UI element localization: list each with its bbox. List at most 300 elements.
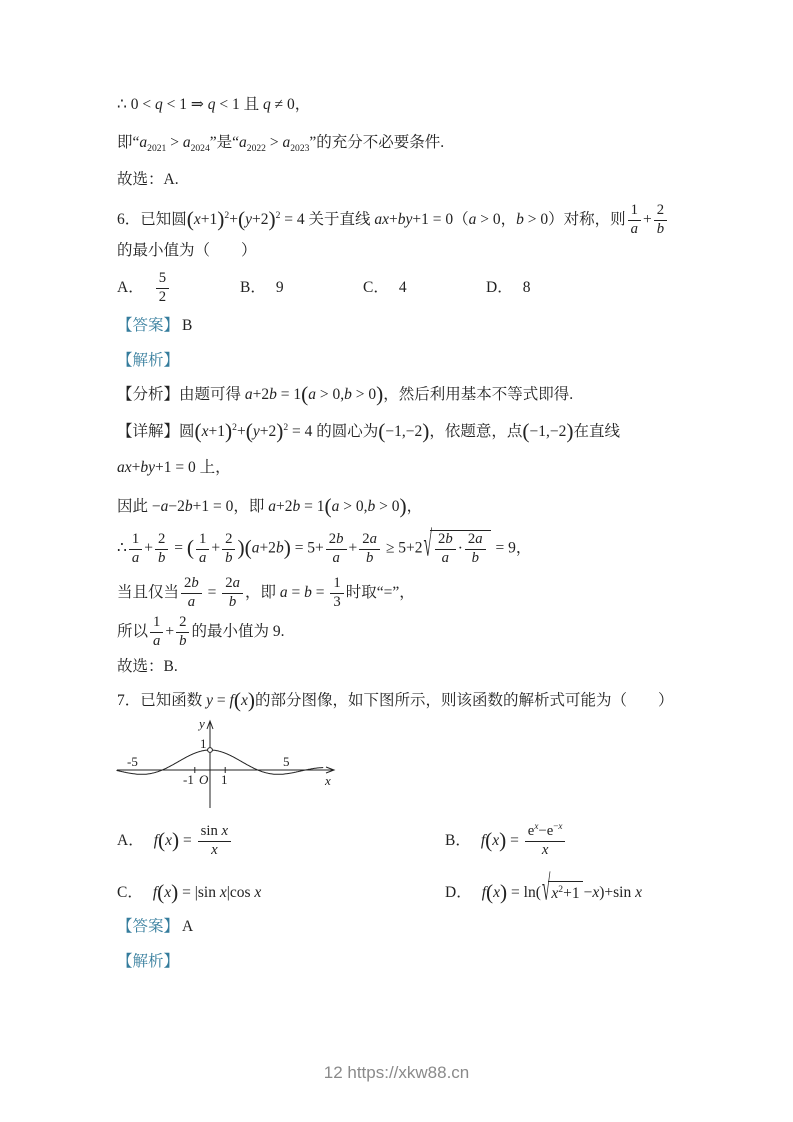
paren: ( (194, 418, 202, 443)
fraction (525, 821, 566, 859)
fraction (654, 203, 667, 238)
sqrt (423, 525, 490, 568)
math-var: b (365, 549, 374, 566)
math-var: b (656, 221, 665, 238)
math-text: ”是“ (209, 134, 240, 152)
paren: ) (237, 535, 245, 560)
math-text: 即“ (117, 134, 140, 152)
tick-label-minus1: -1 (183, 771, 194, 787)
math-text: 【分析】由题可得 (117, 386, 245, 404)
math-text: = 1 (300, 497, 325, 515)
fraction (176, 615, 189, 650)
math-var: b (471, 550, 479, 567)
denominator (359, 550, 380, 567)
fraction (435, 532, 456, 567)
math-text: 2 (224, 210, 230, 222)
math-var: x (165, 831, 173, 849)
math-var: x (492, 831, 500, 849)
paren: ) (225, 418, 233, 443)
numerator (222, 532, 235, 550)
math-var: ax (374, 211, 390, 229)
fraction (196, 532, 209, 567)
origin-label: O (199, 771, 209, 787)
denominator (654, 221, 667, 238)
math-text: ，即 (244, 583, 280, 601)
question6-answer-line (117, 315, 737, 337)
math-var: y (206, 692, 214, 710)
paren: ( (522, 418, 530, 443)
math-var: f (481, 884, 487, 902)
math-text: = (311, 583, 329, 601)
math-text: > 0, (316, 386, 345, 404)
math-text: = ln( (507, 884, 541, 902)
math-var: x (635, 884, 642, 902)
math-text: −2 (168, 497, 185, 515)
paren: ( (244, 535, 252, 560)
math-text: 2 (283, 421, 289, 433)
math-text: 3 (333, 593, 341, 610)
math-text: 2022 (246, 143, 266, 155)
solution5-choose (117, 169, 737, 191)
math-text: = (170, 539, 187, 557)
paren: ) (268, 207, 276, 232)
denominator (150, 633, 163, 650)
math-var: a (282, 134, 291, 152)
math-var: a (153, 632, 161, 649)
math-text: 当且仅当 (117, 583, 180, 601)
fraction (222, 532, 235, 567)
math-var: x (201, 422, 209, 440)
question6-fenxi (117, 384, 737, 406)
math-text: −1,−2 (529, 422, 567, 440)
tick-label-minus5: -5 (127, 753, 138, 769)
math-var: a (332, 549, 340, 566)
math-var: f (153, 831, 159, 849)
math-text: +2 (275, 497, 293, 515)
math-text: 2021 (147, 143, 167, 155)
paren: ( (157, 880, 165, 905)
math-var: x (592, 884, 600, 902)
paren: ( (485, 828, 493, 853)
math-text: +1 = 0 上， (155, 459, 231, 477)
math-var: b (191, 575, 199, 592)
fraction (181, 576, 202, 611)
option-c-math (152, 880, 262, 905)
denominator (155, 550, 168, 567)
function-graph-svg (115, 717, 347, 811)
fraction (222, 576, 243, 611)
math-text: = 1 (276, 386, 302, 404)
math-var: x (254, 884, 262, 902)
numerator (155, 532, 168, 550)
denominator (129, 550, 142, 567)
page-footer: 12 https://xkw88.cn (323, 1063, 470, 1082)
math-var: a (139, 134, 148, 152)
fraction (156, 271, 169, 306)
math-text: + (348, 539, 358, 557)
question7-option-a (117, 824, 445, 859)
open-point (208, 747, 213, 752)
denominator (525, 842, 566, 859)
fraction (359, 532, 380, 567)
math-text: < 1 且 (215, 96, 263, 113)
fraction (628, 203, 641, 238)
fraction (150, 615, 163, 650)
math-sup (553, 821, 562, 831)
numerator (330, 576, 343, 594)
question6-jiexi-label (117, 350, 737, 372)
question6-detail3 (117, 493, 737, 518)
answer-value: A (182, 918, 194, 936)
math-var: x (211, 841, 218, 858)
question6-detail5 (117, 576, 737, 611)
math-var: b (304, 583, 312, 601)
x-axis-label: x (325, 772, 331, 788)
denominator (198, 842, 231, 859)
math-var: x (193, 211, 201, 229)
question6-stem-line1 (117, 203, 737, 238)
option-b-math (480, 821, 568, 858)
question6-option-d (486, 277, 530, 299)
math-var: x (534, 821, 539, 832)
math-var: y (252, 422, 260, 440)
numerator (222, 576, 243, 594)
math-text: 2 (157, 530, 166, 547)
math-text: 2 (232, 421, 237, 433)
math-var: a (279, 583, 288, 601)
option-c-label: C． (117, 884, 143, 902)
numerator (150, 615, 163, 633)
numerator (654, 203, 667, 221)
math-text: +2 (259, 422, 277, 440)
math-text: > 0 (375, 497, 400, 515)
numerator (181, 576, 202, 594)
math-var: b (184, 497, 193, 515)
math-sub (191, 144, 210, 155)
math-var: a (630, 221, 639, 238)
math-text: + (643, 211, 652, 229)
math-var: b (225, 549, 233, 566)
math-text: 6．已知圆 (117, 211, 187, 229)
math-sub (147, 144, 166, 155)
math-text: 2 (275, 210, 281, 222)
math-var: x (240, 692, 248, 710)
option-b-label: B． (445, 831, 471, 849)
math-text: > 0）对称，则 (523, 211, 626, 229)
math-text: 的最小值为 9. (191, 622, 285, 640)
math-text: 2 (362, 530, 370, 547)
math-text: ≥ 5+2 (381, 539, 423, 557)
math-text: 的部分图像，如下图所示，则该函数的解析式可能为（ ） (254, 692, 674, 710)
question7-option-b (445, 821, 737, 859)
question6-option-c (363, 277, 486, 299)
option-a-math (154, 269, 171, 305)
math-text: + (211, 539, 221, 557)
question7-jiexi-label (117, 951, 737, 973)
math-text: 时取“=”， (345, 583, 415, 601)
math-text: > (166, 134, 183, 152)
math-var: x (221, 823, 229, 839)
math-text: 2023 (290, 143, 310, 155)
fraction (326, 532, 347, 567)
denominator (156, 289, 169, 306)
math-var: q (154, 96, 163, 113)
numerator (435, 532, 456, 550)
numerator (525, 821, 566, 842)
option-a-label: A． (117, 831, 144, 849)
math-text: 9 (275, 278, 284, 296)
question6-choose (117, 656, 737, 678)
option-b-math (276, 279, 284, 296)
paren: ) (399, 493, 407, 518)
math-var: b (367, 497, 376, 515)
math-text: 2 (158, 288, 167, 305)
sqrt (541, 869, 583, 910)
paren: ) (500, 880, 508, 905)
denominator (222, 594, 243, 611)
math-text: > 0, (339, 497, 368, 515)
math-text: = 4 的圆心为 (288, 422, 379, 440)
math-text: 2 (467, 531, 476, 548)
math-text: ，然后利用基本不等式即得. (383, 386, 574, 404)
tick-label-5: 5 (283, 753, 290, 769)
math-text: − (553, 821, 559, 832)
option-c-math (399, 279, 407, 296)
denominator (435, 550, 456, 567)
y-axis-label: y (199, 716, 205, 731)
option-d-label: D． (486, 278, 513, 296)
paren: ( (245, 418, 253, 443)
tick-label-1: 1 (221, 771, 228, 787)
math-var: q (207, 96, 216, 113)
math-var: a (468, 211, 477, 229)
question6-detail1 (117, 418, 737, 443)
math-var: b (157, 549, 166, 566)
math-text: 2 (225, 530, 233, 547)
question6-detail2 (117, 457, 737, 479)
fraction (198, 824, 231, 859)
math-var: a (131, 549, 140, 566)
fraction (129, 532, 142, 567)
paren: ) (376, 382, 384, 407)
paren: ) (171, 880, 179, 905)
answer-label: 【答案】 (117, 918, 180, 936)
math-text: + (389, 211, 398, 229)
question7-answer-line (117, 916, 737, 938)
option-d-math (523, 279, 531, 296)
math-text: > 0， (476, 211, 517, 229)
math-text: 1 (198, 530, 207, 547)
numerator (359, 532, 380, 550)
math-var: x (541, 841, 549, 858)
math-text: = (213, 692, 230, 710)
paren: ( (324, 493, 332, 518)
math-var: q (262, 96, 271, 113)
math-var: a (331, 497, 340, 515)
math-text: + (144, 539, 153, 557)
math-var: b (292, 497, 301, 515)
tick-label-y1: 1 (200, 735, 207, 751)
math-text: +1 (563, 884, 580, 902)
option-a-label: A． (117, 278, 144, 296)
math-var: a (160, 497, 169, 515)
math-text: +2 (251, 211, 269, 229)
math-var: a (475, 531, 483, 548)
question6-option-b (240, 277, 363, 299)
math-text: = (179, 831, 196, 849)
math-text: = |sin (178, 884, 220, 902)
math-var: x (164, 884, 172, 902)
math-text: ≠ 0， (270, 96, 311, 113)
math-text: sin (200, 823, 222, 839)
paren: ) (276, 418, 284, 443)
math-text: )+sin (599, 884, 636, 902)
math-var: a (268, 497, 276, 515)
math-var: b (445, 531, 453, 548)
question6-stem-line2 (117, 240, 737, 262)
math-text: e (527, 823, 535, 839)
numerator (198, 824, 231, 842)
numerator (196, 532, 209, 550)
math-text: + (229, 211, 238, 229)
math-text: 【详解】圆 (117, 422, 195, 440)
question7-options (117, 821, 737, 910)
radical-sign: √ (541, 869, 551, 910)
math-text: = (506, 831, 523, 849)
paren: ( (301, 382, 309, 407)
denominator (628, 221, 641, 238)
math-sub (247, 144, 266, 155)
math-var: b (275, 539, 284, 557)
question7-stem (117, 690, 737, 712)
paren: ) (283, 535, 291, 560)
radical-sign: √ (423, 525, 432, 565)
question6-option-a (117, 271, 240, 306)
document-content (117, 94, 737, 987)
math-text: = 9， (491, 539, 532, 557)
math-text: 5 (158, 269, 167, 286)
paren: ( (186, 535, 194, 560)
paren: ) (217, 207, 225, 232)
math-var: a (198, 549, 207, 566)
math-var: b (344, 386, 352, 404)
math-text: 8 (522, 278, 531, 296)
question7-graph (115, 717, 737, 818)
math-var: b (516, 211, 524, 229)
math-text: 2 (184, 575, 192, 592)
math-var: y (245, 211, 252, 229)
math-text: ∴ (117, 539, 127, 557)
option-b-label: B． (240, 278, 266, 296)
math-var: by (397, 211, 413, 229)
math-var: f (152, 884, 158, 902)
math-text: 4 (398, 278, 407, 296)
math-var: f (480, 831, 486, 849)
math-text: = (287, 583, 305, 601)
math-text: 在直线 (573, 422, 621, 440)
denominator (176, 633, 189, 650)
paren: ) (499, 828, 507, 853)
math-var: x (493, 884, 501, 902)
question6-detail4 (117, 525, 737, 568)
math-text: < 1 ⇒ (162, 96, 208, 113)
option-c-label: C． (363, 278, 389, 296)
numerator (465, 532, 486, 550)
math-text: +2 (259, 539, 276, 557)
math-var: a (441, 550, 450, 567)
fraction (465, 532, 486, 567)
fraction (330, 576, 343, 611)
math-text: 故选：A. (117, 170, 179, 188)
paren: ( (237, 207, 246, 232)
option-d-label: D． (445, 884, 472, 902)
paren: ( (158, 828, 166, 853)
paren: ( (486, 880, 494, 905)
solution5-line1 (117, 94, 737, 116)
math-text: 1 (630, 202, 639, 219)
math-sub (290, 144, 309, 155)
denominator (330, 594, 343, 611)
math-var: a (232, 575, 240, 592)
math-text: −e (538, 823, 554, 839)
sinc-curve (117, 750, 324, 774)
jiexi-label: 【解析】 (117, 351, 180, 369)
math-var: f (229, 692, 234, 710)
math-var: x (558, 821, 563, 832)
radicand (548, 881, 582, 906)
math-text: + (131, 459, 141, 477)
question6-options (117, 271, 737, 306)
math-text: 2 (225, 575, 233, 592)
math-text: 7．已知函数 (117, 692, 207, 710)
math-text: 1 (131, 530, 140, 547)
denominator (326, 550, 347, 567)
math-var: a (369, 530, 377, 547)
math-text: 所以 (117, 622, 149, 640)
paren: ( (186, 207, 194, 232)
math-text: |cos (226, 884, 255, 902)
math-text: 的最小值为（ ） (117, 242, 257, 260)
math-text: 因此 − (117, 497, 161, 515)
math-text: ， (406, 497, 423, 515)
denominator (181, 594, 202, 611)
math-text: 2 (179, 613, 187, 630)
math-text: − (583, 884, 593, 902)
numerator (156, 271, 169, 289)
paren: ( (378, 418, 386, 443)
math-text: · (457, 540, 463, 558)
math-text: 2024 (190, 143, 210, 155)
math-text: +2 (252, 386, 270, 404)
math-text: = 4 关于直线 (280, 211, 375, 229)
question6-detail6 (117, 615, 737, 650)
question7-option-c (117, 882, 445, 904)
math-var: b (336, 530, 344, 547)
math-var: ax (117, 459, 132, 477)
math-text: > 0 (351, 386, 377, 404)
numerator (326, 532, 347, 550)
numerator (129, 532, 142, 550)
paren: ) (566, 418, 574, 443)
radicand (430, 530, 491, 568)
math-text: + (236, 422, 246, 440)
paren: ( (233, 688, 241, 713)
numerator (176, 615, 189, 633)
numerator (628, 203, 641, 221)
math-text: ，依题意，点 (429, 422, 523, 440)
math-text: 1 (333, 575, 341, 592)
math-text: 1 (153, 613, 161, 630)
